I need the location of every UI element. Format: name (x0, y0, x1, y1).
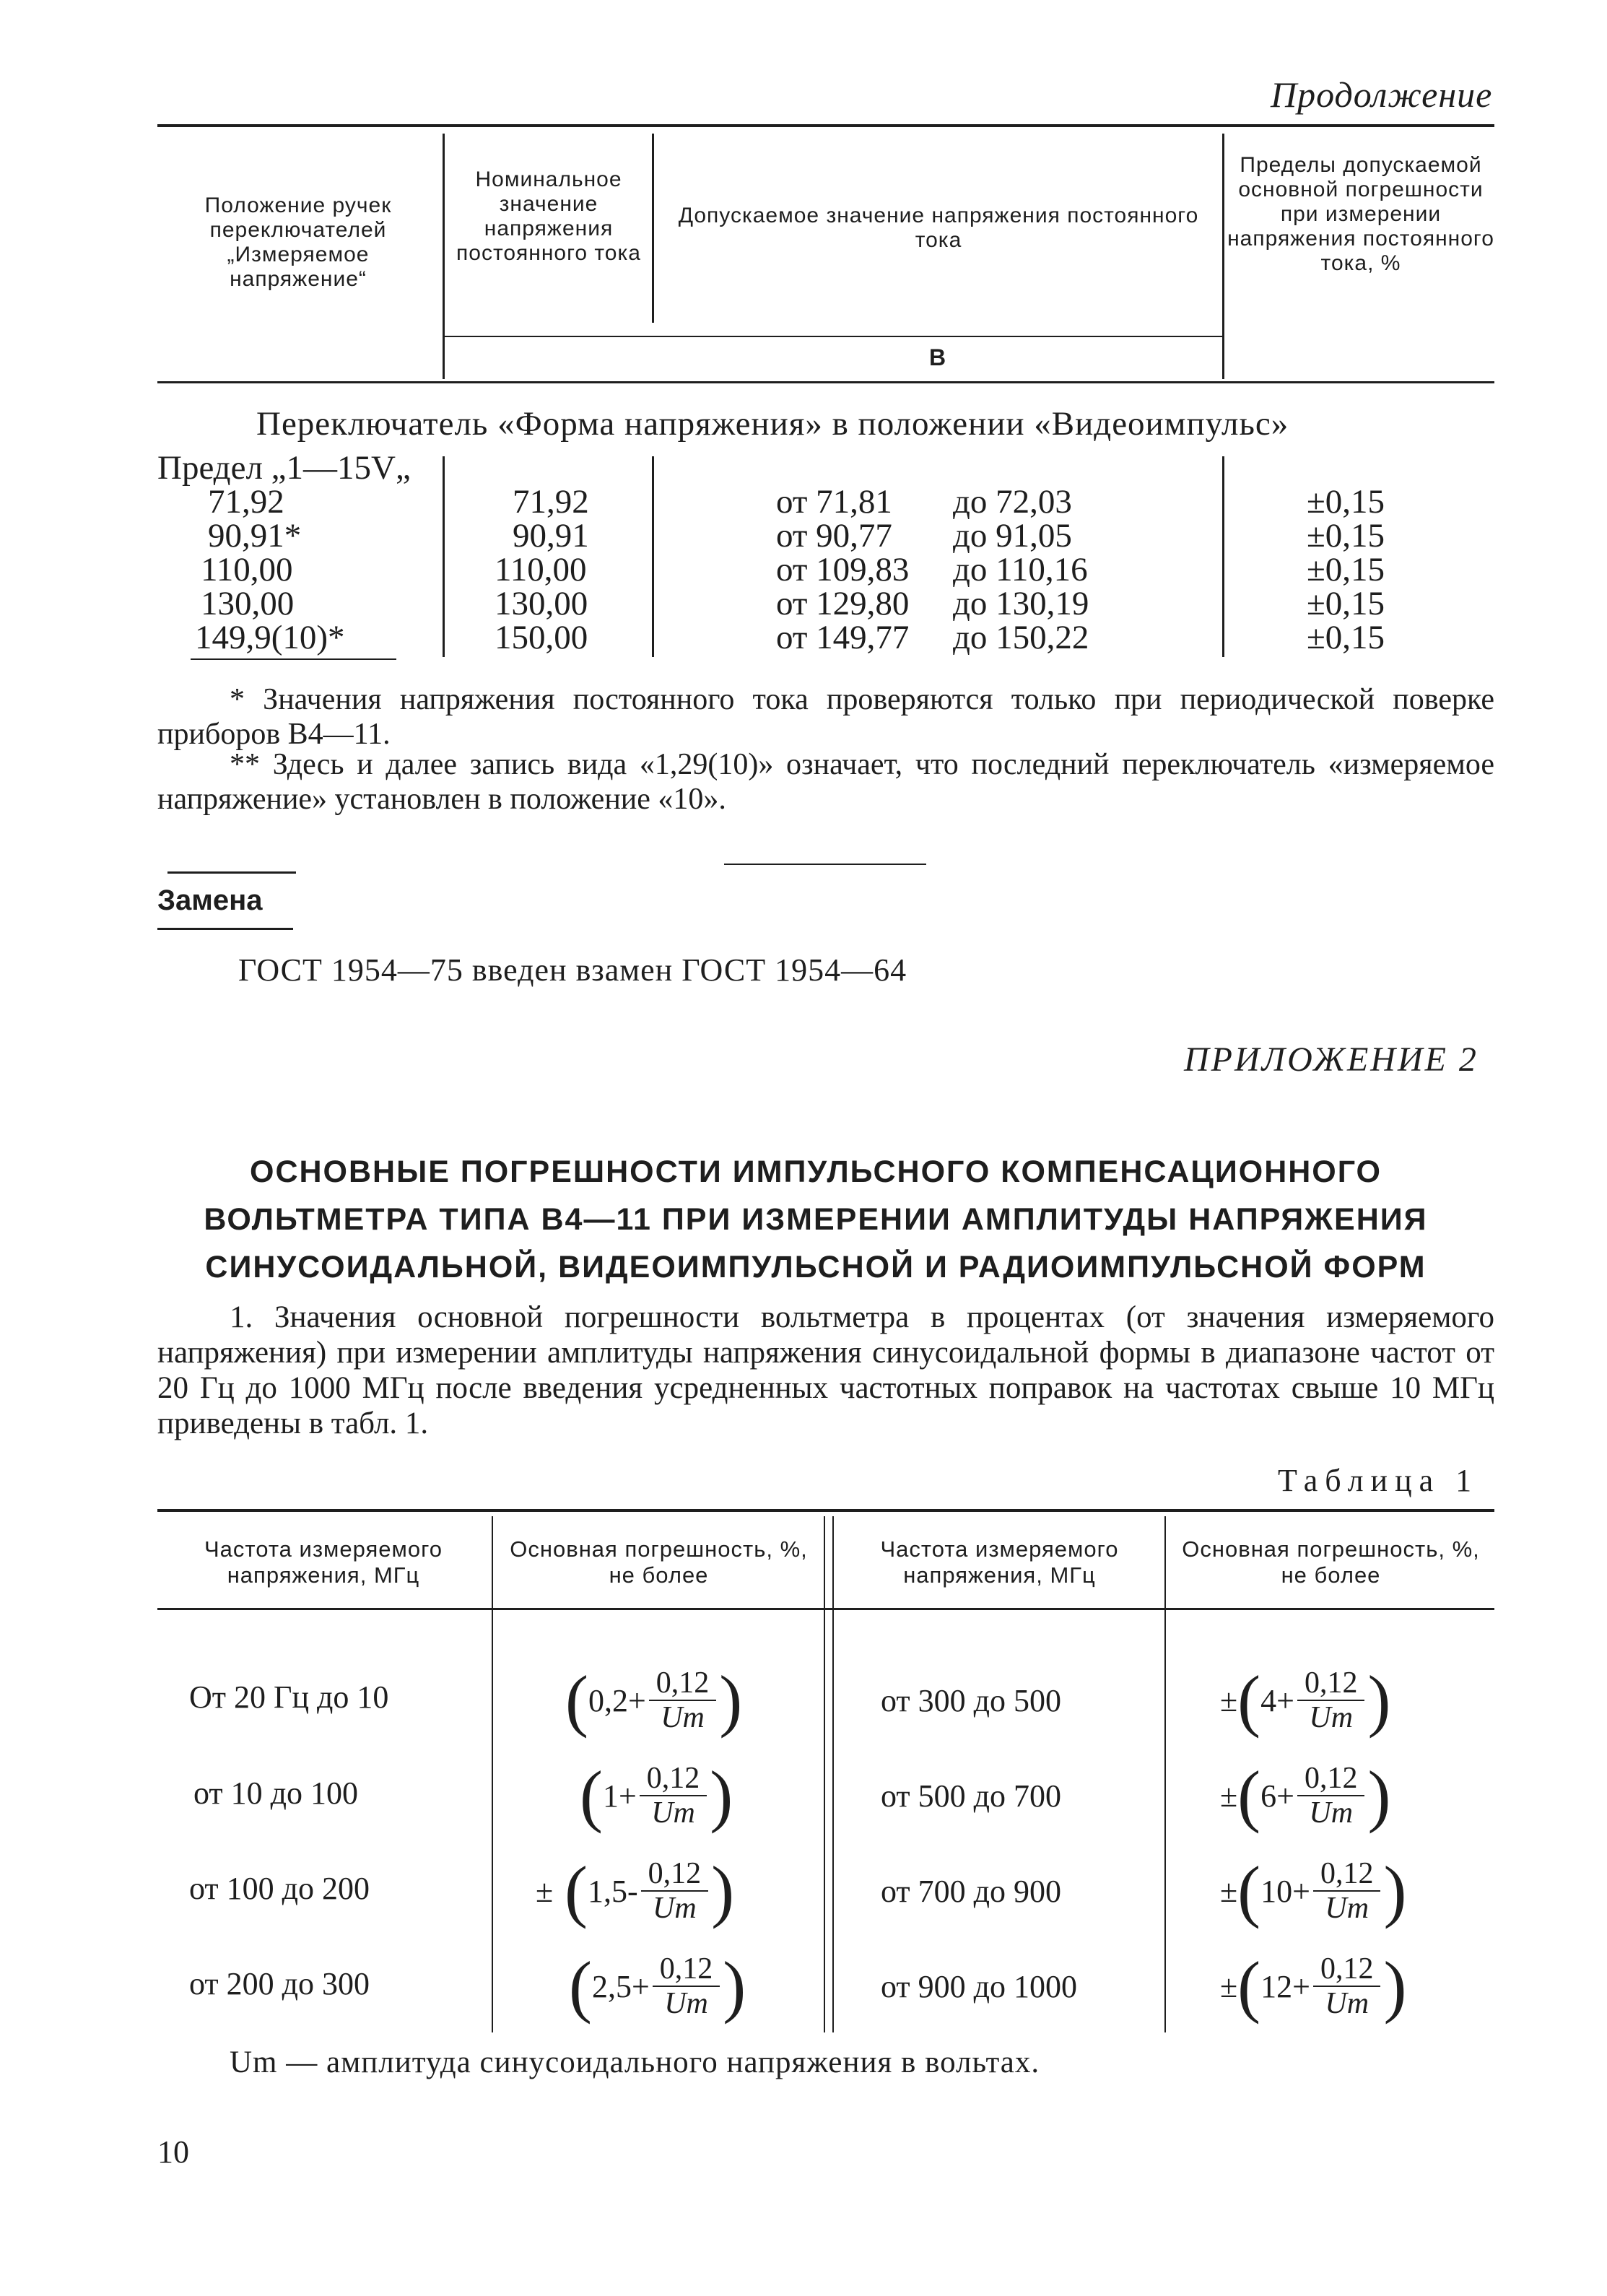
table-caption: Таблица 1 (1278, 1463, 1479, 1498)
appendix-label: ПРИЛОЖЕНИЕ 2 (1184, 1040, 1478, 1079)
section-title: Переключатель «Форма напряжения» в положении «Видеоимпульс» (256, 405, 1289, 443)
body-divider (1222, 456, 1224, 657)
paren-left: ( (565, 1661, 588, 1739)
formula-term: 4+ (1260, 1682, 1294, 1718)
page-number: 10 (157, 2134, 189, 2170)
table1-divider (1164, 1625, 1166, 2032)
nominal-column (476, 485, 643, 655)
table-cell: от 129,80 (776, 585, 910, 622)
frequency-cell: от 100 до 200 (189, 1871, 370, 1906)
fraction-denominator: Um (1309, 1796, 1354, 1830)
fraction (653, 1952, 720, 2020)
paren-left: ( (1237, 1947, 1261, 2025)
header-frequency: Частота измеряемого напряжения, МГц (880, 1536, 1119, 1588)
table1-header-rule (157, 1608, 1494, 1610)
sign: ± (536, 1873, 554, 1909)
fraction-numerator: 0,12 (1297, 1666, 1365, 1701)
table-cell: до 110,16 (953, 551, 1088, 588)
table-cell: от 90,77 (776, 517, 892, 555)
fraction-denominator: Um (661, 1701, 705, 1734)
sign: ± (1220, 1873, 1238, 1909)
error-formula (1220, 1851, 1406, 1931)
paren-right: ) (723, 1947, 746, 2025)
table-cell: 130,00 (495, 585, 588, 622)
table-cell: до 72,03 (953, 483, 1072, 521)
fraction-numerator: 0,12 (1313, 1952, 1381, 1987)
fraction-numerator: 0,12 (653, 1952, 720, 1987)
table-cell: ±0,15 (1307, 551, 1385, 588)
error-formula (549, 1947, 746, 2026)
fraction (641, 1857, 709, 1925)
table-row: 90,91* (208, 517, 302, 555)
paren-left: ( (565, 1852, 588, 1929)
table-subrule (443, 336, 1224, 337)
title-line-2: ВОЛЬТМЕТРА ТИПА В4—11 ПРИ ИЗМЕРЕНИИ АМПЛИТУДЫ НАПРЯЖЕНИЯ (204, 1202, 1428, 1237)
table-row: 149,9(10)* (195, 619, 345, 656)
header-unit: В (928, 344, 947, 370)
footnote-2: ** Здесь и далее запись вида «1,29(10)» означает, что последний переключатель «измеряемое напряжение» установлен в положение «10». (157, 748, 1494, 816)
frequency-cell: От 20 Гц до 10 (189, 1679, 389, 1715)
table-cell: 110,00 (495, 551, 587, 588)
table-cell: от 71,81 (776, 483, 892, 521)
frequency-cell: от 500 до 700 (881, 1778, 1062, 1814)
header-switch-position: Положение ручек переключателей „Измеряемое напряжение“ (204, 193, 392, 291)
error-column (1307, 485, 1451, 655)
fraction-numerator: 0,12 (640, 1762, 707, 1796)
table-cell: до 150,22 (953, 619, 1089, 656)
table1-top-rule (157, 1509, 1494, 1512)
header-error: Основная погрешность, %, не более (510, 1536, 808, 1588)
fraction (1297, 1762, 1365, 1830)
fraction-numerator: 0,12 (641, 1857, 709, 1892)
paren-right: ) (710, 1757, 733, 1834)
paren-left: ( (569, 1947, 592, 2025)
frequency-cell: от 700 до 900 (881, 1874, 1062, 1909)
table-row: 110,00 (201, 551, 293, 588)
header-nominal: Номинальное значение напряжения постоянного тока (456, 168, 641, 265)
header-error-limits: Пределы допускаемой основной погрешности при измерении напряжения постоянного тока, % (1227, 153, 1494, 275)
header-frequency: Частота измеряемого напряжения, МГц (204, 1536, 443, 1588)
to-column (953, 485, 1126, 655)
body-divider (652, 456, 654, 657)
fraction (1297, 1666, 1365, 1734)
fraction-denominator: Um (653, 1892, 697, 1925)
frequency-cell: от 900 до 1000 (881, 1969, 1078, 2004)
position-column (186, 485, 417, 655)
paren-left: ( (580, 1757, 603, 1834)
error-formula (1220, 1947, 1406, 2026)
table-cell: ±0,15 (1307, 585, 1385, 622)
formula-term: 0,2+ (588, 1682, 646, 1718)
table-cell: 90,91 (513, 517, 589, 555)
replacement-heading: Замена (157, 884, 263, 916)
error-formula (1220, 1756, 1390, 1835)
replacement-text: ГОСТ 1954—75 введен взамен ГОСТ 1954—64 (238, 952, 907, 988)
frequency-cell: от 10 до 100 (193, 1775, 359, 1811)
title-line-1: ОСНОВНЫЕ ПОГРЕШНОСТИ ИМПУЛЬСНОГО КОМПЕНСАЦИОННОГО (250, 1154, 1382, 1189)
fraction-denominator: Um (651, 1796, 695, 1830)
formula-term: 2,5+ (591, 1968, 650, 2004)
error-formula (545, 1661, 742, 1740)
underline-rule (191, 658, 396, 660)
fraction-denominator: Um (1309, 1701, 1354, 1734)
sign: ± (1220, 1778, 1238, 1814)
continuation-label: Продолжение (1271, 74, 1493, 115)
paren-right: ) (1367, 1757, 1391, 1834)
fraction-numerator: 0,12 (1297, 1762, 1365, 1796)
error-formula (1220, 1661, 1390, 1740)
table-cell: ±0,15 (1307, 483, 1385, 521)
um-definition: Um — амплитуда синусоидального напряжения в вольтах. (230, 2045, 1040, 2079)
table1-divider (824, 1516, 825, 1639)
formula-term: 12+ (1260, 1968, 1310, 2004)
table1-divider (492, 1516, 493, 1639)
range-label (157, 451, 411, 485)
table-cell: до 91,05 (953, 517, 1072, 555)
header-permissible: Допускаемое значение напряжения постоянного тока (678, 204, 1199, 252)
paragraph-1: 1. Значения основной погрешности вольтметра в процентах (от значения измеряемого напряжения) при измерении амплитуды напряжения синусоидальной формы в диапазоне частот от 20 Гц до 1000 МГц после введения усредненных частотных поправок на частотах свыше 10 МГц приведены в табл. 1. (157, 1300, 1494, 1440)
formula-term: 1,5- (587, 1873, 638, 1909)
table-divider (443, 134, 445, 379)
table-row: 71,92 (208, 483, 284, 521)
separator (157, 928, 293, 930)
formula-term: 10+ (1260, 1873, 1310, 1909)
sign: ± (1220, 1682, 1238, 1718)
table-cell: 71,92 (513, 483, 589, 521)
footnote-1: * Значения напряжения постоянного тока проверяются только при периодической поверке приборов В4—11. (157, 683, 1494, 751)
paren-left: ( (1237, 1757, 1261, 1834)
table-cell: ±0,15 (1307, 517, 1385, 555)
fraction-denominator: Um (1325, 1987, 1369, 2020)
paren-left: ( (1237, 1852, 1261, 1929)
table-cell: до 130,19 (953, 585, 1089, 622)
frequency-cell: от 300 до 500 (881, 1683, 1062, 1718)
separator (724, 864, 926, 865)
paren-right: ) (1367, 1661, 1391, 1739)
formula-term: 6+ (1260, 1778, 1294, 1814)
table-cell: 150,00 (495, 619, 588, 656)
fraction-numerator: 0,12 (1313, 1857, 1381, 1892)
paren-right: ) (1383, 1852, 1407, 1929)
table-cell: от 149,77 (776, 619, 910, 656)
paren-left: ( (1237, 1661, 1261, 1739)
table-cell: от 109,83 (776, 551, 910, 588)
error-formula (559, 1756, 733, 1835)
body-divider (443, 456, 445, 657)
table-divider (1222, 134, 1224, 379)
from-column (776, 485, 949, 655)
fraction-denominator: Um (664, 1987, 708, 2020)
fraction (649, 1666, 717, 1734)
title-line-3: СИНУСОИДАЛЬНОЙ, ВИДЕОИМПУЛЬСНОЙ И РАДИОИМПУЛЬСНОЙ ФОРМ (205, 1250, 1427, 1284)
table1-divider (832, 1625, 834, 2032)
table-top-rule (157, 124, 1494, 127)
header-error: Основная погрешность, %, не более (1182, 1536, 1480, 1588)
table1-divider (824, 1625, 825, 2032)
error-formula (536, 1851, 734, 1931)
fraction (640, 1762, 707, 1830)
table-divider (652, 134, 654, 323)
table-row: 130,00 (201, 585, 295, 622)
fraction (1313, 1857, 1381, 1925)
fraction-numerator: 0,12 (649, 1666, 717, 1701)
table-header-rule (157, 381, 1494, 383)
table-cell: ±0,15 (1307, 619, 1385, 656)
table1-divider (1164, 1516, 1166, 1639)
fraction (1313, 1952, 1381, 2020)
fraction-denominator: Um (1325, 1892, 1369, 1925)
sign: ± (1220, 1968, 1238, 2004)
table1-divider (832, 1516, 834, 1639)
separator (167, 871, 296, 874)
formula-term: 1+ (602, 1778, 637, 1814)
table1-divider (492, 1625, 493, 2032)
frequency-cell: от 200 до 300 (189, 1966, 370, 2001)
range-label-text: Предел „1—15V„ (157, 449, 411, 487)
paren-right: ) (711, 1852, 735, 1929)
paren-right: ) (1383, 1947, 1407, 2025)
paren-right: ) (719, 1661, 743, 1739)
